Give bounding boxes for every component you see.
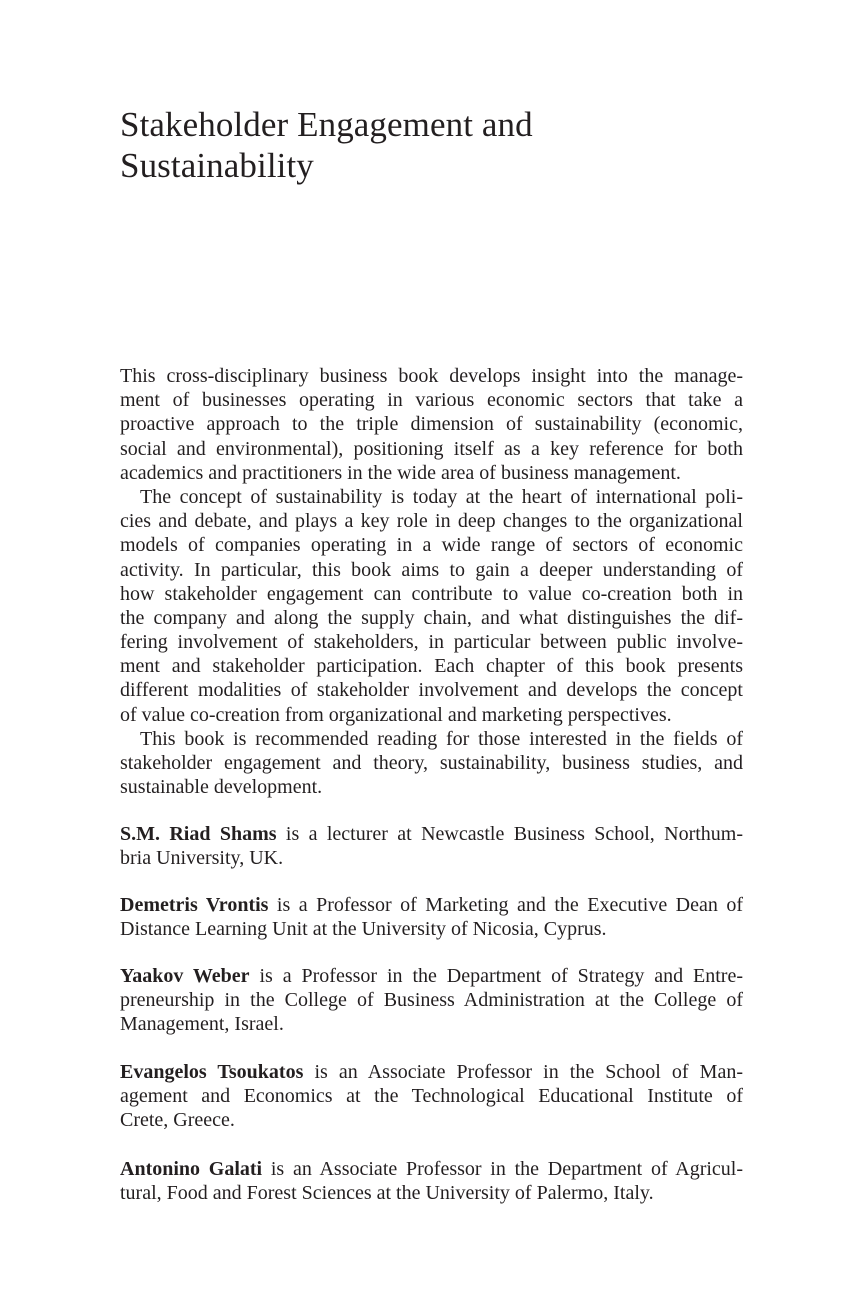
text-line: sustainable development. — [120, 776, 323, 799]
text-line — [120, 1157, 743, 1181]
text-line: This book is recommended reading for those interested in the fields of — [140, 727, 743, 750]
text-line: Management, Israel. — [120, 1013, 284, 1036]
bio-text: is a lecturer at Newcastle Business School, Northum- — [276, 823, 743, 845]
description-paragraph — [120, 364, 743, 485]
text-line: proactive approach to the triple dimension of sustainability (economic, — [120, 413, 743, 436]
text-line: stakeholder engagement and theory, sustainability, business studies, and — [120, 752, 743, 774]
author-bio — [120, 1157, 743, 1205]
author-name: Demetris Vrontis — [120, 894, 269, 916]
author-bio — [120, 893, 743, 941]
book-title — [120, 104, 743, 186]
text-line: activity. In particular, this book aims to gain a deeper understanding of — [120, 558, 743, 581]
text-line: models of companies operating in a wide range of sectors of economic — [120, 534, 743, 557]
text-line: social and environmental), positioning itself as a key reference for both — [120, 437, 743, 460]
text-line: The concept of sustainability is today at the heart of international poli- — [140, 485, 743, 508]
book-title-line: Sustainability — [120, 146, 314, 185]
text-line: ment of businesses operating in various economic sectors that take a — [120, 389, 743, 412]
text-line: academics and practitioners in the wide area of business management. — [120, 461, 681, 484]
text-line: agement and Economics at the Technological Educational Institute of — [120, 1085, 743, 1108]
text-line: fering involvement of stakeholders, in particular between public involve- — [120, 631, 743, 654]
text-line — [120, 822, 743, 846]
text-line: preneurship in the College of Business Administration at the College of — [120, 989, 743, 1012]
text-line — [120, 964, 743, 988]
author-name: Antonino Galati — [120, 1158, 263, 1180]
bio-text: is an Associate Professor in the School of Man- — [303, 1061, 743, 1083]
text-line: tural, Food and Forest Sciences at the University of Palermo, Italy. — [120, 1182, 654, 1205]
text-line: the company and along the supply chain, and what distinguishes the dif- — [120, 606, 743, 629]
book-title-line: Stakeholder Engagement and — [120, 105, 533, 144]
bio-text: is a Professor of Marketing and the Executive Dean of — [268, 894, 743, 916]
bio-text: is an Associate Professor in the Department of Agricul- — [262, 1158, 743, 1180]
author-bio — [120, 1060, 743, 1133]
text-line: ment and stakeholder participation. Each chapter of this book presents — [120, 655, 743, 678]
text-line: cies and debate, and plays a key role in deep changes to the organizational — [120, 510, 743, 533]
description-paragraph — [120, 485, 743, 727]
author-bio — [120, 822, 743, 870]
author-name: Evangelos Tsoukatos — [120, 1061, 304, 1083]
text-line — [120, 1060, 743, 1084]
author-name: S.M. Riad Shams — [120, 823, 277, 845]
text-line: bria University, UK. — [120, 847, 284, 870]
description-paragraph — [120, 727, 743, 800]
text-line: different modalities of stakeholder involvement and develops the concept — [120, 679, 743, 702]
text-line: This cross-disciplinary business book develops insight into the manage- — [120, 365, 743, 387]
author-name: Yaakov Weber — [120, 965, 250, 987]
text-line: Crete, Greece. — [120, 1109, 235, 1132]
text-line — [120, 893, 743, 917]
text-line: Distance Learning Unit at the University of Nicosia, Cyprus. — [120, 918, 607, 941]
author-bio — [120, 964, 743, 1037]
bio-text: is a Professor in the Department of Strategy and Entre- — [249, 965, 743, 987]
text-line: how stakeholder engagement can contribute to value co-creation both in — [120, 582, 743, 605]
text-line: of value co-creation from organizational and marketing perspectives. — [120, 703, 672, 726]
book-description — [120, 364, 743, 799]
